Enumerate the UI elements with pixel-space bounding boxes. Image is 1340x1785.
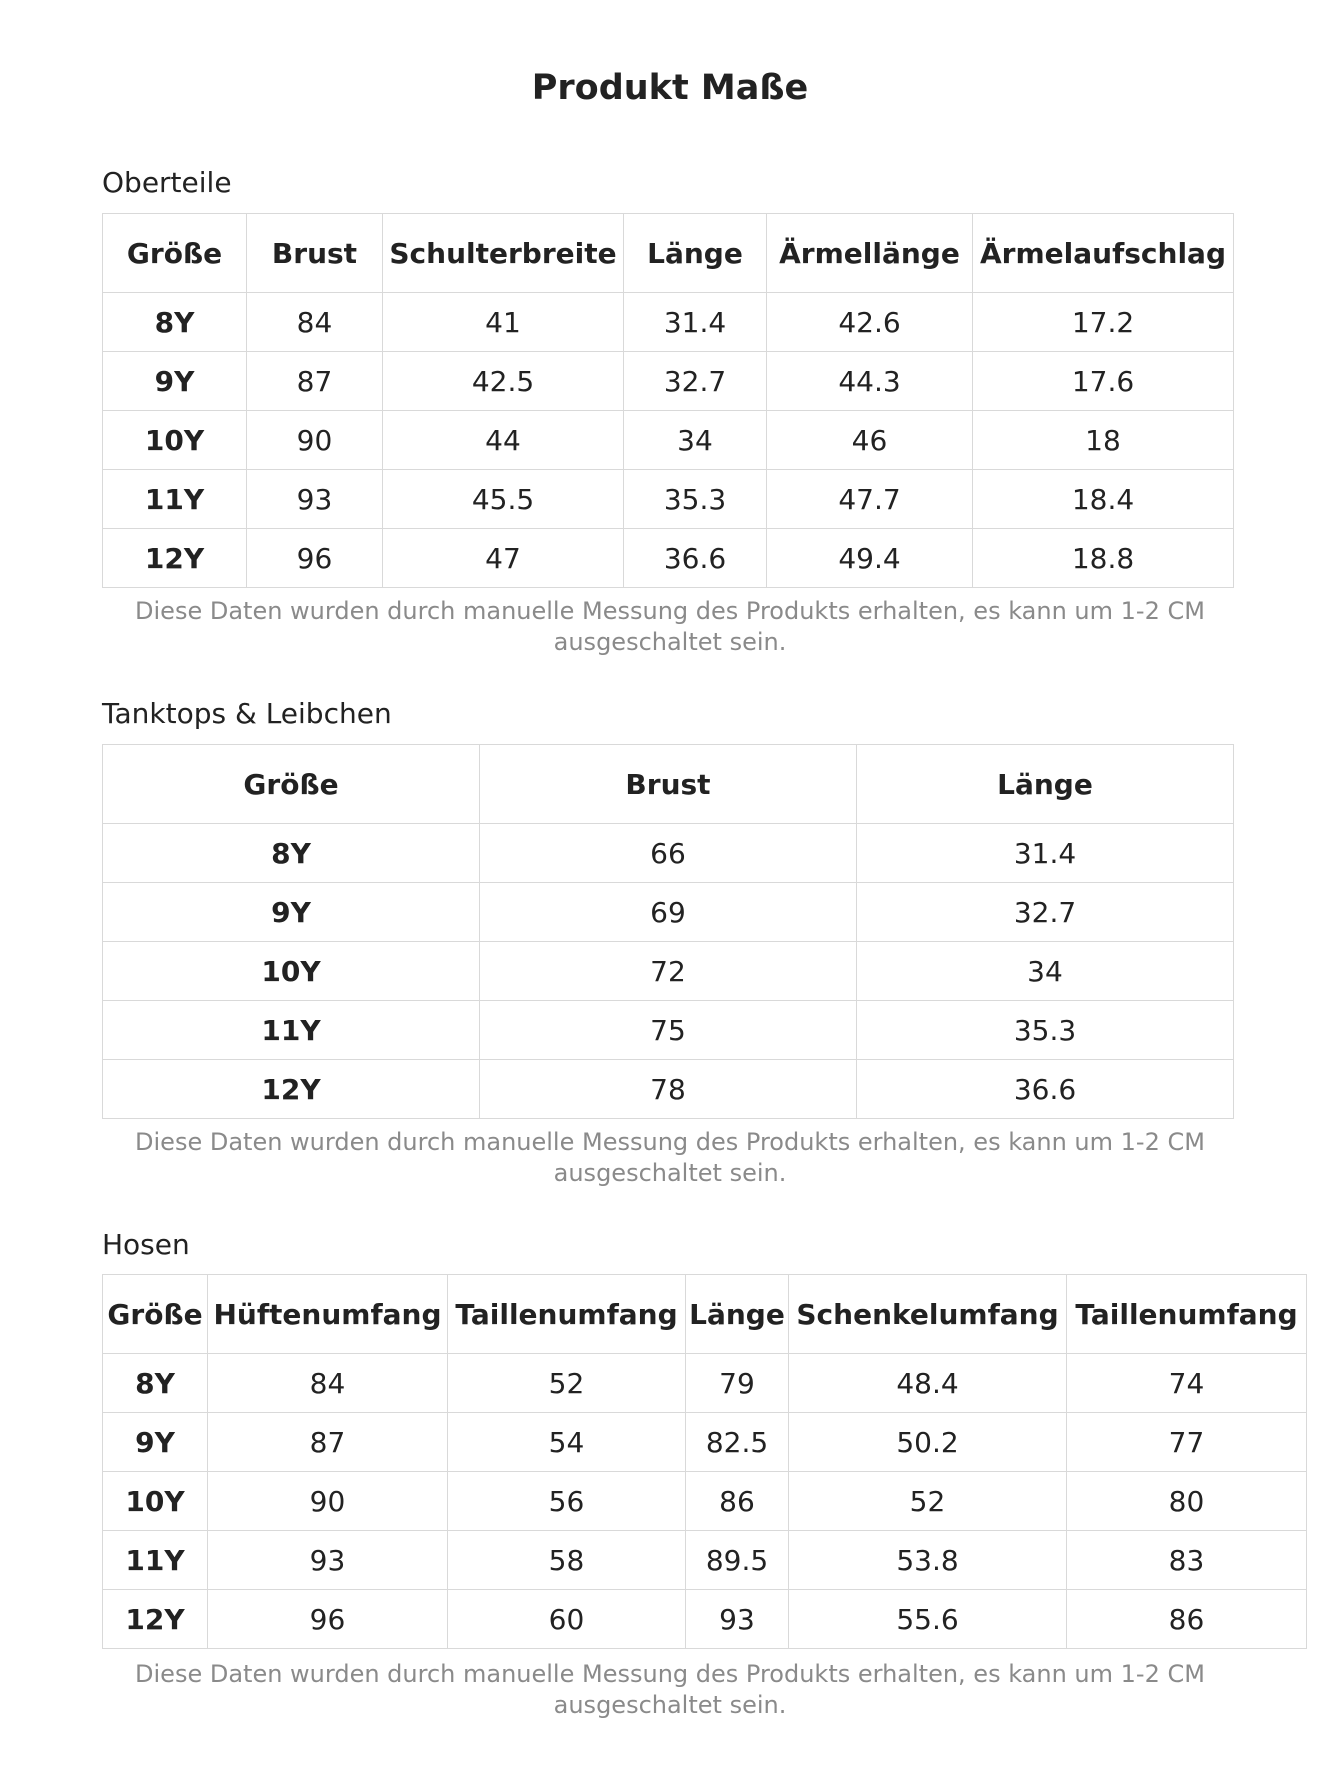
column-header: Länge xyxy=(624,214,767,293)
size-cell: 11Y xyxy=(103,470,247,529)
table-cell: 90 xyxy=(247,411,383,470)
table-cell: 44 xyxy=(383,411,624,470)
measurement-note xyxy=(0,1127,1340,1189)
column-header: Schulterbreite xyxy=(383,214,624,293)
table-cell: 41 xyxy=(383,293,624,352)
table-row xyxy=(103,1354,1307,1413)
table-cell: 52 xyxy=(448,1354,686,1413)
table-cell: 35.3 xyxy=(624,470,767,529)
table-row xyxy=(103,824,1234,883)
table-cell: 45.5 xyxy=(383,470,624,529)
table-row xyxy=(103,1413,1307,1472)
size-cell: 10Y xyxy=(103,942,480,1001)
table-cell: 17.2 xyxy=(973,293,1234,352)
table-cell: 74 xyxy=(1067,1354,1307,1413)
table-cell: 50.2 xyxy=(789,1413,1067,1472)
size-cell: 8Y xyxy=(103,293,247,352)
table-cell: 84 xyxy=(247,293,383,352)
table-cell: 77 xyxy=(1067,1413,1307,1472)
table-cell: 47 xyxy=(383,529,624,588)
size-cell: 12Y xyxy=(103,529,247,588)
table-cell: 17.6 xyxy=(973,352,1234,411)
section-title-oberteile: Oberteile xyxy=(102,166,232,199)
page-title: Produkt Maße xyxy=(531,68,809,108)
size-cell: 8Y xyxy=(103,824,480,883)
column-header: Schenkelumfang xyxy=(789,1275,1067,1354)
table-cell: 96 xyxy=(247,529,383,588)
note-line: Diese Daten wurden durch manuelle Messung des Produkts erhalten, es kann um 1-2 CM xyxy=(135,1128,1205,1156)
table-cell: 18 xyxy=(973,411,1234,470)
table-cell: 46 xyxy=(767,411,973,470)
table-cell: 93 xyxy=(208,1531,448,1590)
size-cell: 11Y xyxy=(103,1001,480,1060)
table-cell: 34 xyxy=(857,942,1234,1001)
table-cell: 82.5 xyxy=(686,1413,789,1472)
column-header: Taillenumfang xyxy=(1067,1275,1307,1354)
table-cell: 87 xyxy=(208,1413,448,1472)
size-cell: 12Y xyxy=(103,1590,208,1649)
column-header: Größe xyxy=(103,745,480,824)
note-line: Diese Daten wurden durch manuelle Messung des Produkts erhalten, es kann um 1-2 CM xyxy=(135,597,1205,625)
column-header: Ärmellänge xyxy=(767,214,973,293)
table-cell: 53.8 xyxy=(789,1531,1067,1590)
size-cell: 9Y xyxy=(103,1413,208,1472)
table-cell: 66 xyxy=(480,824,857,883)
note-line: ausgeschaltet sein. xyxy=(553,1159,787,1187)
size-cell: 11Y xyxy=(103,1531,208,1590)
table-row xyxy=(103,529,1234,588)
table-cell: 83 xyxy=(1067,1531,1307,1590)
table-cell: 31.4 xyxy=(857,824,1234,883)
table-cell: 56 xyxy=(448,1472,686,1531)
size-cell: 8Y xyxy=(103,1354,208,1413)
column-header: Länge xyxy=(686,1275,789,1354)
table-cell: 42.5 xyxy=(383,352,624,411)
table-cell: 35.3 xyxy=(857,1001,1234,1060)
table-cell: 36.6 xyxy=(624,529,767,588)
table-cell: 80 xyxy=(1067,1472,1307,1531)
table-oberteile xyxy=(102,213,1234,588)
size-cell: 12Y xyxy=(103,1060,480,1119)
table-cell: 34 xyxy=(624,411,767,470)
table-cell: 55.6 xyxy=(789,1590,1067,1649)
column-header: Hüftenumfang xyxy=(208,1275,448,1354)
table-row xyxy=(103,1590,1307,1649)
note-line: Diese Daten wurden durch manuelle Messung des Produkts erhalten, es kann um 1-2 CM xyxy=(135,1660,1205,1688)
table-cell: 86 xyxy=(686,1472,789,1531)
table-row xyxy=(103,942,1234,1001)
table-row xyxy=(103,883,1234,942)
table-cell: 31.4 xyxy=(624,293,767,352)
table-row xyxy=(103,1472,1307,1531)
column-header: Größe xyxy=(103,214,247,293)
table-cell: 52 xyxy=(789,1472,1067,1531)
column-header: Ärmelaufschlag xyxy=(973,214,1234,293)
table-cell: 79 xyxy=(686,1354,789,1413)
table-cell: 32.7 xyxy=(857,883,1234,942)
table-cell: 18.8 xyxy=(973,529,1234,588)
table-row xyxy=(103,1531,1307,1590)
table-cell: 75 xyxy=(480,1001,857,1060)
table-hosen xyxy=(102,1274,1307,1649)
size-cell: 10Y xyxy=(103,411,247,470)
size-cell: 10Y xyxy=(103,1472,208,1531)
table-header-row xyxy=(103,1275,1307,1354)
size-cell: 9Y xyxy=(103,352,247,411)
table-tanktops xyxy=(102,744,1234,1119)
note-line: ausgeschaltet sein. xyxy=(553,628,787,656)
note-line: ausgeschaltet sein. xyxy=(553,1691,787,1719)
table-cell: 90 xyxy=(208,1472,448,1531)
table-cell: 48.4 xyxy=(789,1354,1067,1413)
measurement-note xyxy=(0,1659,1340,1721)
table-cell: 44.3 xyxy=(767,352,973,411)
table-cell: 96 xyxy=(208,1590,448,1649)
table-cell: 84 xyxy=(208,1354,448,1413)
table-cell: 78 xyxy=(480,1060,857,1119)
section-title-tanktops: Tanktops & Leibchen xyxy=(102,697,392,730)
column-header: Taillenumfang xyxy=(448,1275,686,1354)
measurement-note xyxy=(0,596,1340,658)
table-header-row xyxy=(103,745,1234,824)
table-cell: 54 xyxy=(448,1413,686,1472)
column-header: Länge xyxy=(857,745,1234,824)
section-title-hosen: Hosen xyxy=(102,1228,190,1261)
table-cell: 32.7 xyxy=(624,352,767,411)
table-cell: 42.6 xyxy=(767,293,973,352)
table-row xyxy=(103,1060,1234,1119)
table-cell: 58 xyxy=(448,1531,686,1590)
table-row xyxy=(103,352,1234,411)
table-cell: 49.4 xyxy=(767,529,973,588)
table-row xyxy=(103,470,1234,529)
table-cell: 89.5 xyxy=(686,1531,789,1590)
table-cell: 47.7 xyxy=(767,470,973,529)
table-cell: 93 xyxy=(247,470,383,529)
table-cell: 60 xyxy=(448,1590,686,1649)
size-cell: 9Y xyxy=(103,883,480,942)
table-header-row xyxy=(103,214,1234,293)
column-header: Brust xyxy=(480,745,857,824)
table-row xyxy=(103,1001,1234,1060)
table-cell: 93 xyxy=(686,1590,789,1649)
table-cell: 36.6 xyxy=(857,1060,1234,1119)
table-cell: 69 xyxy=(480,883,857,942)
column-header: Brust xyxy=(247,214,383,293)
table-cell: 18.4 xyxy=(973,470,1234,529)
table-cell: 86 xyxy=(1067,1590,1307,1649)
column-header: Größe xyxy=(103,1275,208,1354)
table-cell: 87 xyxy=(247,352,383,411)
table-cell: 72 xyxy=(480,942,857,1001)
table-row xyxy=(103,293,1234,352)
table-row xyxy=(103,411,1234,470)
